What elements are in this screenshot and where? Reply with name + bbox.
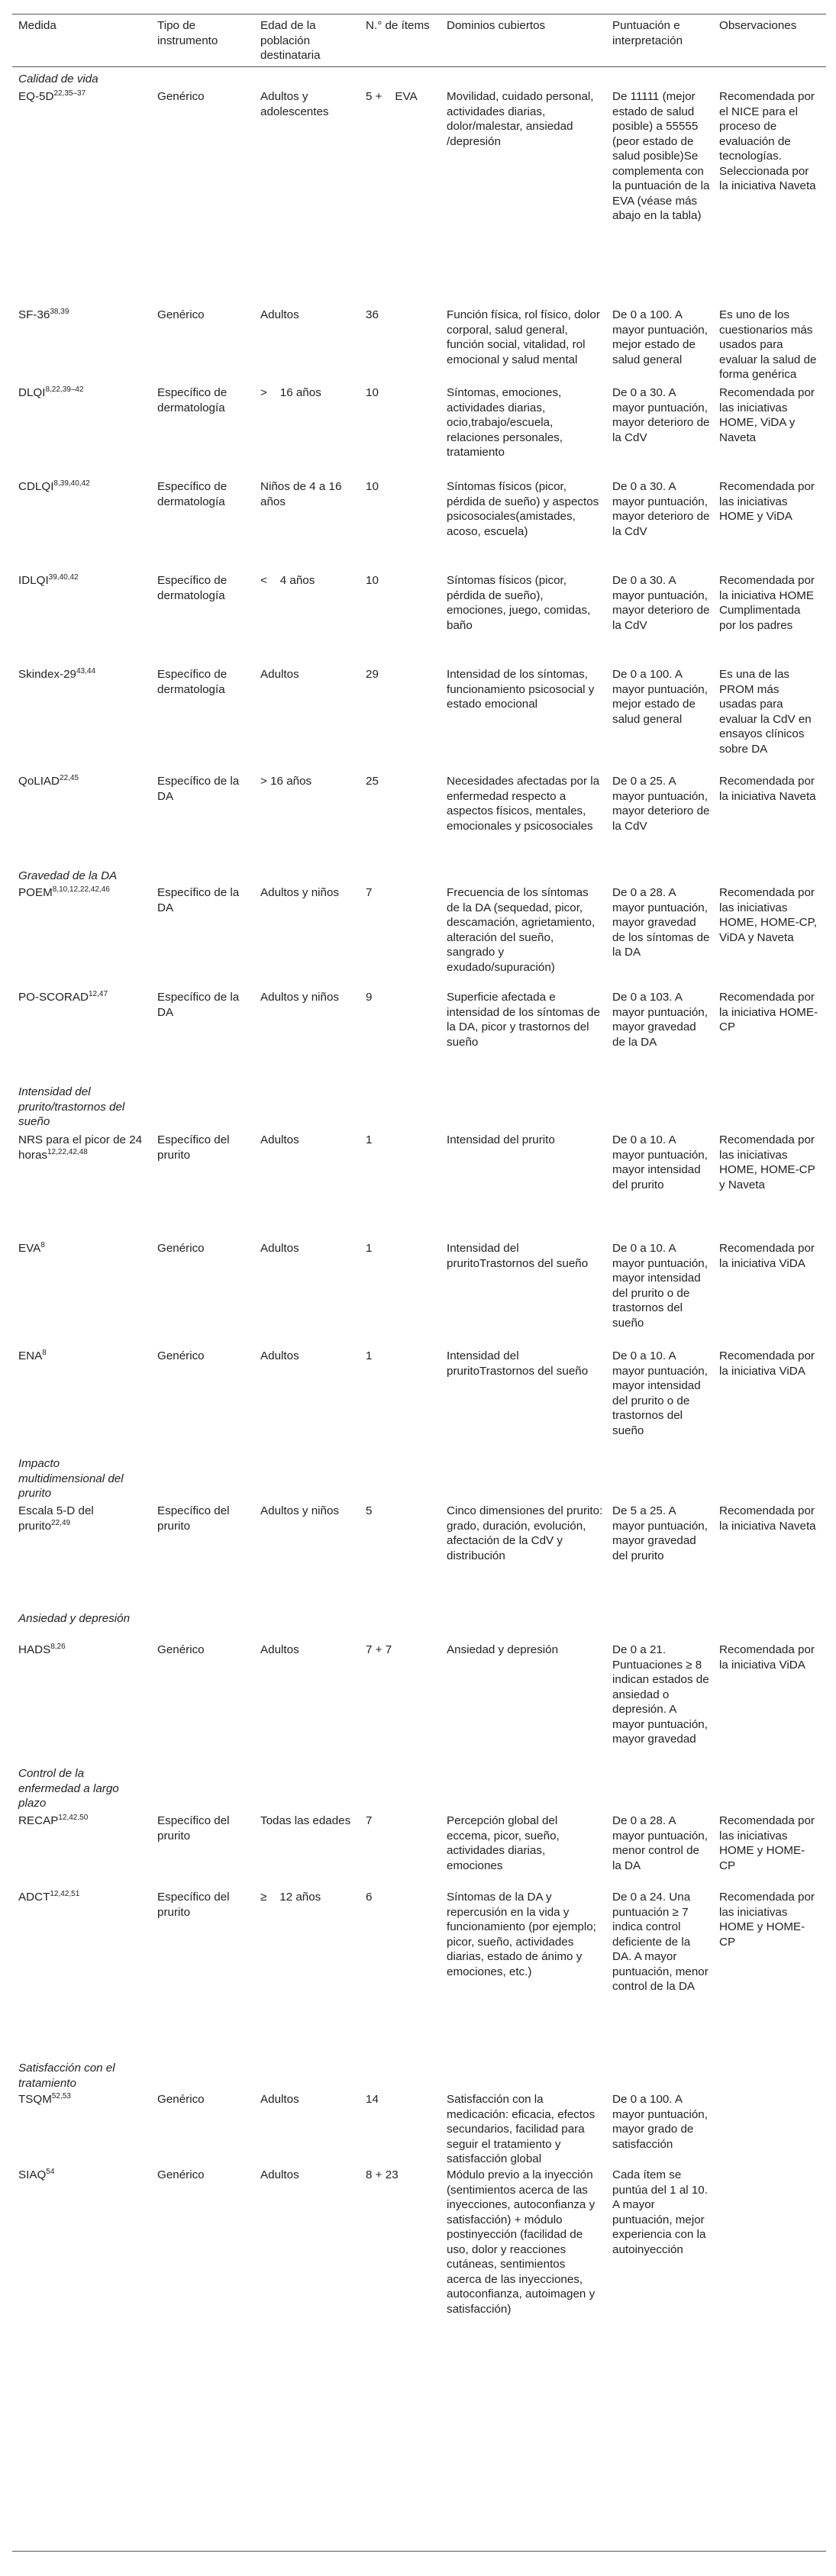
measure-name: RECAP: [18, 1814, 59, 1827]
item-count-cell: 14: [366, 2093, 379, 2106]
observations-cell: Recomendada por la iniciativa ViDA: [719, 1349, 815, 1378]
scoring-cell: De 11111 (mejor estado de salud posible) a 55555 (peor estado de salud posible)Se complementa con la puntuación de la EVA (véase más abajo en la tabla): [612, 90, 710, 222]
population-cell: Adultos: [260, 2093, 299, 2106]
population-cell: > 16 años: [260, 386, 321, 399]
section-title: Calidad de vida: [18, 73, 98, 85]
measure-cell: [18, 308, 148, 323]
scoring-cell: De 0 a 30. A mayor puntuación, mayor deterioro de la CdV: [612, 386, 710, 444]
header-tipo: Tipo de instrumento: [157, 19, 218, 47]
reference-superscript: 12,47: [88, 989, 108, 998]
item-count-cell: 7 + 7: [366, 1643, 392, 1656]
table-bottom-rule: [12, 2551, 826, 2552]
instrument-type-cell: Específico de dermatología: [157, 386, 228, 414]
instrument-type-cell: Específico de dermatología: [157, 668, 228, 696]
instrument-type-cell: Específico de la DA: [157, 775, 240, 803]
domains-cell: Necesidades afectadas por la enfermedad respecto a aspectos físicos, mentales, emocionales y psicosociales: [447, 775, 600, 833]
measure-name: Escala 5-D del prurito: [18, 1504, 94, 1533]
section-title: Satisfacción con el tratamiento: [18, 2062, 115, 2090]
population-cell: Adultos: [260, 308, 299, 321]
observations-cell: Recomendada por las iniciativas HOME y HOME-CP: [719, 1891, 815, 1949]
domains-cell: Función física, rol físico, dolor corporal, salud general, función social, vitalidad, rol emocional y salud mental: [447, 308, 600, 366]
scoring-cell: De 0 a 100. A mayor puntuación, mejor estado de salud general: [612, 308, 708, 366]
domains-cell: Síntomas físicos (picor, pérdida de sueño), emociones, juego, comidas, baño: [447, 574, 591, 632]
domains-cell: Superficie afectada e intensidad de los síntomas de la DA, picor y trastornos del sueño: [447, 991, 600, 1049]
section-title: Intensidad del prurito/trastornos del sueño: [18, 1085, 125, 1128]
observations-cell: Recomendada por las iniciativas HOME y HOME-CP: [719, 1814, 815, 1872]
observations-cell: Es uno de los cuestionarios más usados para evaluar la salud de forma genérica: [719, 308, 817, 381]
measure-cell: [18, 1814, 148, 1829]
scoring-cell: De 0 a 28. A mayor puntuación, mayor gravedad de los síntomas de la DA: [612, 886, 710, 959]
instrument-type-cell: Específico de dermatología: [157, 480, 228, 508]
section-title: Gravedad de la DA: [18, 869, 118, 882]
population-cell: Adultos: [260, 2168, 299, 2181]
reference-superscript: 54: [46, 2167, 55, 2176]
section-title: Control de la enfermedad a largo plazo: [18, 1767, 119, 1810]
item-count-cell: 1: [366, 1133, 373, 1146]
scoring-cell: De 0 a 25. A mayor puntuación, mayor deterioro de la CdV: [612, 775, 710, 833]
scoring-cell: De 0 a 10. A mayor puntuación, mayor intensidad del prurito o de trastornos del sueño: [612, 1349, 708, 1437]
item-count-cell: 7: [366, 1814, 373, 1827]
measure-name: SIAQ: [18, 2168, 47, 2181]
domains-cell: Frecuencia de los síntomas de la DA (sequedad, picor, descamación, agrietamiento, alteración del sueño, sangrado y exudado/supuración): [447, 886, 596, 974]
reference-superscript: 12,22,42,48: [47, 1147, 88, 1156]
scoring-cell: De 0 a 30. A mayor puntuación, mayor deterioro de la CdV: [612, 574, 710, 632]
instrument-type-cell: Específico del prurito: [157, 1891, 230, 1919]
measure-name: QoLIAD: [18, 775, 60, 788]
measure-cell: [18, 1504, 148, 1533]
item-count-cell: 5: [366, 1504, 373, 1517]
header-items: N.° de ítems: [366, 19, 430, 32]
item-count-cell: 6: [366, 1891, 373, 1904]
scoring-cell: De 0 a 24. Una puntuación ≥ 7 indica control deficiente de la DA. A mayor puntuación, menor control de la DA: [612, 1891, 709, 1993]
scoring-cell: Cada ítem se puntúa del 1 al 10. A mayor puntuación, mejor experiencia con la autoinyección: [612, 2168, 708, 2256]
population-cell: Adultos: [260, 1349, 299, 1362]
domains-cell: Síntomas de la DA y repercusión en la vida y funcionamiento (por ejemplo; picor, sueño, actividades diarias, estado de ánimo y emociones, etc.): [447, 1891, 596, 1978]
instrument-type-cell: Genérico: [157, 1349, 205, 1362]
scoring-cell: De 5 a 25. A mayor puntuación, mayor gravedad del prurito: [612, 1504, 708, 1562]
observations-cell: Recomendada por el NICE para el proceso de evaluación de tecnologías. Seleccionada por la iniciativa Naveta: [719, 90, 816, 192]
population-cell: Adultos: [260, 1242, 299, 1255]
measure-cell: [18, 774, 148, 789]
table-top-rule: [12, 14, 826, 15]
instrument-type-cell: Específico del prurito: [157, 1814, 230, 1843]
reference-superscript: 12,42,50: [58, 1813, 89, 1822]
scoring-cell: De 0 a 21. Puntuaciones ≥ 8 indican estados de ansiedad o depresión. A mayor puntuación, mayor gravedad: [612, 1643, 709, 1746]
item-count-cell: 1: [366, 1242, 373, 1255]
section-title: Ansiedad y depresión: [18, 1612, 131, 1625]
reference-superscript: 8: [42, 1348, 47, 1357]
observations-cell: Recomendada por las iniciativas HOME, ViDA y Naveta: [719, 386, 815, 444]
observations-cell: Recomendada por las iniciativas HOME y ViDA: [719, 480, 815, 523]
observations-cell: Es una de las PROM más usadas para evaluar la CdV en ensayos clínicos sobre DA: [719, 668, 812, 756]
domains-cell: Percepción global del eccema, picor, sueño, actividades diarias, emociones: [447, 1814, 560, 1872]
observations-cell: Recomendada por la iniciativa ViDA: [719, 1242, 815, 1270]
measure-name: POEM: [18, 886, 53, 899]
reference-superscript: 8,10,12,22,42,46: [52, 885, 110, 894]
header-observaciones: Observaciones: [719, 19, 797, 32]
population-cell: Adultos: [260, 668, 299, 681]
instrument-type-cell: Genérico: [157, 1242, 205, 1255]
domains-cell: Ansiedad y depresión: [447, 1643, 559, 1656]
header-medida: Medida: [18, 19, 56, 32]
measure-cell: [18, 990, 148, 1005]
measure-name: NRS para el picor de 24 horas: [18, 1133, 143, 1162]
instrument-type-cell: Genérico: [157, 2093, 205, 2106]
scoring-cell: De 0 a 100. A mayor puntuación, mejor estado de salud general: [612, 668, 708, 726]
item-count-cell: 25: [366, 775, 379, 788]
population-cell: Adultos: [260, 1133, 299, 1146]
population-cell: Adultos y niños: [260, 1504, 339, 1517]
scoring-cell: De 0 a 30. A mayor puntuación, mayor deterioro de la CdV: [612, 480, 710, 538]
reference-superscript: 22,49: [51, 1518, 71, 1527]
reference-superscript: 38,39: [50, 307, 69, 316]
domains-cell: Cinco dimensiones del prurito: grado, duración, evolución, afectación de la CdV y distribución: [447, 1504, 603, 1562]
measure-name: IDLQI: [18, 574, 49, 587]
section-title: Impacto multidimensional del prurito: [18, 1457, 124, 1500]
reference-superscript: 8,26: [50, 1642, 66, 1651]
measure-cell: [18, 385, 148, 401]
measure-cell: [18, 1890, 148, 1905]
population-cell: Niños de 4 a 16 años: [260, 480, 342, 508]
instrument-type-cell: Específico del prurito: [157, 1504, 230, 1533]
measure-cell: [18, 2092, 148, 2107]
item-count-cell: 36: [366, 308, 379, 321]
measure-name: PO-SCORAD: [18, 991, 89, 1004]
measure-name: SF-36: [18, 308, 50, 321]
population-cell: > 16 años: [260, 775, 312, 788]
instrument-type-cell: Genérico: [157, 2168, 205, 2181]
measure-cell: [18, 89, 148, 105]
domains-cell: Intensidad del pruritoTrastornos del sueño: [447, 1349, 589, 1378]
domains-cell: Satisfacción con la medicación: eficacia, efectos secundarios, facilidad para seguir el tratamiento y satisfacción global: [447, 2093, 596, 2165]
item-count-cell: 29: [366, 668, 379, 681]
header-rule: [12, 66, 826, 67]
item-count-cell: 5 + EVA: [366, 90, 418, 103]
measure-cell: [18, 1241, 148, 1256]
item-count-cell: 8 + 23: [366, 2168, 399, 2181]
population-cell: < 4 años: [260, 574, 315, 587]
population-cell: Adultos y niños: [260, 886, 339, 899]
measure-name: Skindex-29: [18, 668, 76, 681]
instrument-type-cell: Genérico: [157, 90, 205, 103]
domains-cell: Movilidad, cuidado personal, actividades diarias, dolor/malestar, ansiedad /depresión: [447, 90, 594, 148]
measure-name: HADS: [18, 1643, 51, 1656]
header-puntuacion: Puntuación e interpretación: [612, 19, 683, 47]
measure-name: CDLQI: [18, 480, 54, 493]
scoring-cell: De 0 a 28. A mayor puntuación, menor control de la DA: [612, 1814, 708, 1872]
observations-cell: Recomendada por la iniciativa Naveta: [719, 1504, 816, 1533]
measure-name: EVA: [18, 1242, 41, 1255]
item-count-cell: 10: [366, 574, 379, 587]
observations-cell: Recomendada por la iniciativa HOME-CP: [719, 991, 818, 1033]
item-count-cell: 9: [366, 991, 373, 1004]
header-dominios: Dominios cubiertos: [447, 19, 546, 32]
scoring-cell: De 0 a 10. A mayor puntuación, mayor intensidad del prurito o de trastornos del sueño: [612, 1242, 708, 1330]
population-cell: ≥ 12 años: [260, 1891, 321, 1904]
instrument-type-cell: Específico de la DA: [157, 991, 240, 1019]
measure-name: EQ-5D: [18, 90, 54, 103]
instrument-type-cell: Genérico: [157, 1643, 205, 1656]
domains-cell: Síntomas físicos (picor, pérdida de sueño) y aspectos psicosociales(amistades, acoso, escuela): [447, 480, 599, 538]
reference-superscript: 8,39,40,42: [53, 479, 90, 488]
observations-cell: Recomendada por las iniciativas HOME, HOME-CP, ViDA y Naveta: [719, 886, 817, 944]
scoring-cell: De 0 a 100. A mayor puntuación, mayor grado de satisfacción: [612, 2093, 708, 2151]
reference-superscript: 8: [40, 1240, 45, 1249]
population-cell: Adultos y adolescentes: [260, 90, 329, 118]
instrument-type-cell: Específico del prurito: [157, 1133, 230, 1162]
measure-cell: [18, 1133, 148, 1162]
measure-cell: [18, 1643, 148, 1658]
reference-superscript: 43,44: [76, 666, 96, 675]
measure-cell: [18, 2168, 148, 2183]
observations-cell: Recomendada por la iniciativa Naveta: [719, 775, 816, 803]
scoring-cell: De 0 a 103. A mayor puntuación, mayor gravedad de la DA: [612, 991, 708, 1049]
header-edad: Edad de la población destinataria: [260, 19, 321, 62]
measure-cell: [18, 479, 148, 495]
measure-cell: [18, 885, 148, 901]
reference-superscript: 39,40,42: [48, 572, 79, 582]
instrument-type-cell: Específico de la DA: [157, 886, 240, 914]
item-count-cell: 1: [366, 1349, 373, 1362]
measure-name: ADCT: [18, 1891, 50, 1904]
domains-cell: Intensidad de los síntomas, funcionamiento psicosocial y estado emocional: [447, 668, 595, 711]
reference-superscript: 52,53: [51, 2091, 71, 2100]
measure-cell: [18, 667, 148, 682]
measure-cell: [18, 573, 148, 588]
observations-cell: Recomendada por la iniciativa HOME Cumplimentada por los padres: [719, 574, 815, 632]
population-cell: Todas las edades: [260, 1814, 351, 1827]
measure-name: ENA: [18, 1349, 43, 1362]
reference-superscript: 12,42,51: [50, 1889, 80, 1898]
measure-name: TSQM: [18, 2093, 52, 2106]
domains-cell: Intensidad del prurito: [447, 1133, 555, 1146]
item-count-cell: 10: [366, 386, 379, 399]
reference-superscript: 22,35–37: [53, 89, 86, 98]
population-cell: Adultos: [260, 1643, 299, 1656]
population-cell: Adultos y niños: [260, 991, 339, 1004]
item-count-cell: 7: [366, 886, 373, 899]
instrument-type-cell: Específico de dermatología: [157, 574, 228, 602]
instrument-type-cell: Genérico: [157, 308, 205, 321]
domains-cell: Síntomas, emociones, actividades diarias, ocio,trabajo/escuela, relaciones personales, tratamiento: [447, 386, 563, 459]
measure-name: DLQI: [18, 386, 46, 399]
measure-cell: [18, 1349, 148, 1364]
domains-cell: Intensidad del pruritoTrastornos del sueño: [447, 1242, 589, 1270]
observations-cell: Recomendada por las iniciativas HOME, HOME-CP y Naveta: [719, 1133, 815, 1191]
scoring-cell: De 0 a 10. A mayor puntuación, mayor intensidad del prurito: [612, 1133, 708, 1191]
observations-cell: Recomendada por la iniciativa ViDA: [719, 1643, 815, 1672]
reference-superscript: 8,22,39–42: [45, 385, 84, 394]
item-count-cell: 10: [366, 480, 379, 493]
domains-cell: Módulo previo a la inyección (sentimientos acerca de las inyecciones, autoconfianza y satisfacción) + módulo postinyección (facilidad de uso, dolor y reacciones cutáneas, sentimientos acerca de las inyecciones, autoconfianza, autoimagen y satisfacción): [447, 2168, 596, 2316]
reference-superscript: 22,45: [60, 773, 79, 782]
